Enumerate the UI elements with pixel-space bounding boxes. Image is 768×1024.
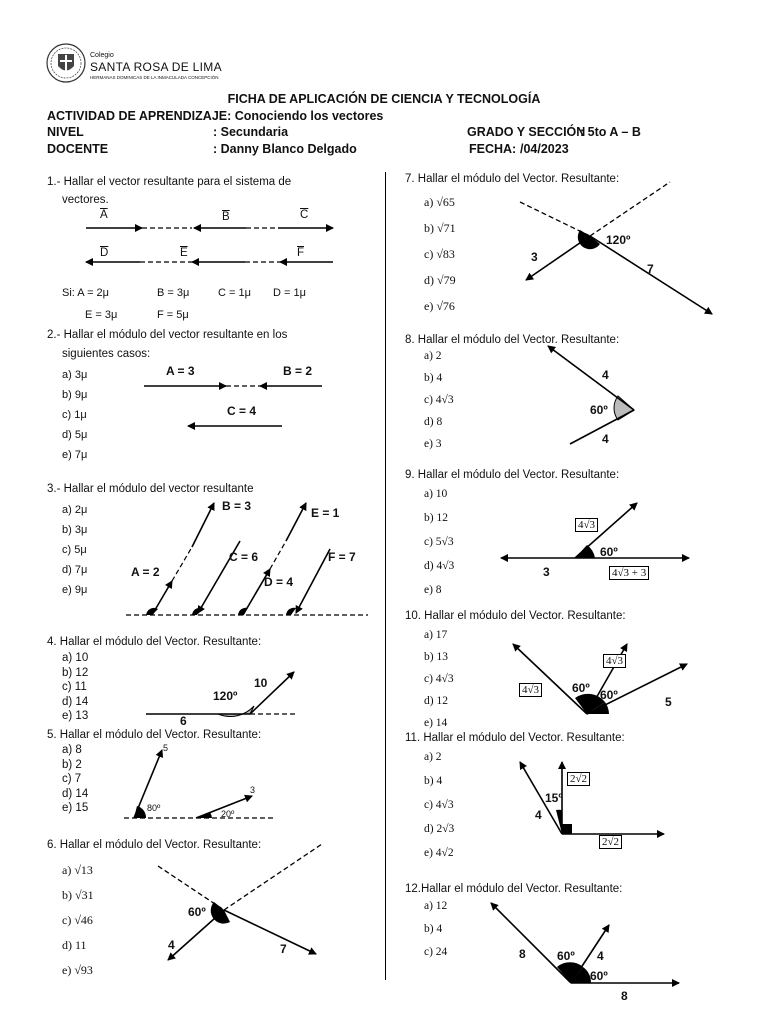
q7-option-d: d) √79: [424, 273, 456, 287]
q3-vector-e: [286, 503, 306, 541]
q8-option-c: c) 4√3: [424, 394, 454, 406]
q11-text: 11. Hallar el módulo del Vector. Resultante:: [405, 732, 625, 744]
q9-angle: 60º: [600, 545, 618, 559]
q7-option-a: a) √65: [424, 195, 455, 209]
q6-vector-7: [224, 910, 316, 954]
q6-option-e: e) √93: [62, 963, 93, 977]
q8-option-b: b) 4: [424, 372, 443, 384]
q6-v2: 7: [280, 942, 287, 956]
q4-v2: 6: [180, 714, 187, 728]
q7-diagram: [510, 178, 720, 318]
q1-text-line2: vectores.: [62, 194, 109, 206]
q7-option-b: b) √71: [424, 221, 456, 235]
q4-v1: 10: [254, 676, 268, 690]
q10-v3: 5: [665, 695, 672, 709]
q3-options: [62, 500, 87, 600]
q3-vector-f: [296, 549, 330, 613]
q10-option-a: a) 17: [424, 629, 448, 641]
q4-option-c: c) 11: [62, 681, 87, 693]
q4-options: [62, 651, 88, 724]
q5-option-b: b) 2: [62, 758, 82, 771]
q10-text: 10. Hallar el módulo del Vector. Resultante:: [405, 610, 626, 622]
q10-option-c: c) 4√3: [424, 673, 454, 685]
q9-option-c: c) 5√3: [424, 536, 454, 548]
q3-option-e: e) 9μ: [62, 584, 88, 596]
q5-text: 5. Hallar el módulo del Vector. Resultante:: [47, 729, 262, 741]
logo-school-name: SANTA ROSA DE LIMA: [90, 60, 222, 74]
q2-label-c: C = 4: [227, 404, 257, 418]
q2-options: [62, 365, 87, 465]
q1-label-e: $\overline{E}$: [180, 247, 188, 259]
q3-option-c: c) 5μ: [62, 544, 87, 556]
q10-a1: 60º: [572, 681, 590, 695]
q1-text-line1: 1.- Hallar el vector resultante para el sistema de: [47, 176, 292, 188]
q1-label-c: $\overline{C}$: [300, 209, 309, 221]
q4-option-d: d) 14: [62, 695, 89, 708]
q1-label-d: $\overline{D}$: [100, 247, 109, 259]
q1-given-f: F = 5μ: [157, 309, 189, 321]
q5-a2: 20º: [221, 809, 235, 819]
q12-a1: 60º: [557, 949, 575, 963]
q2-option-c: c) 1μ: [62, 409, 87, 421]
q12-diagram: [485, 897, 685, 989]
q3-label-e: E = 1: [311, 506, 340, 520]
q9-options: [424, 482, 454, 602]
q9-v1: 4√3: [575, 518, 598, 532]
q7-v1: 3: [531, 250, 538, 264]
q10-vector-left: [513, 644, 587, 714]
nivel-value: : Secundaria: [213, 125, 289, 139]
q10-a2: 60º: [600, 688, 618, 702]
fecha-value: /04/2023: [520, 142, 569, 156]
docente-label: DOCENTE: [47, 142, 109, 156]
q9-option-a: a) 10: [424, 488, 448, 500]
q9-v2: 3: [543, 565, 550, 579]
q11-options: [424, 745, 454, 865]
grado-label: GRADO Y SECCIÓN: [467, 125, 586, 139]
q2-label-b: B = 2: [283, 364, 313, 378]
q6-option-d: d) 11: [62, 938, 87, 952]
q11-option-d: d) 2√3: [424, 823, 455, 835]
q6-diagram: [150, 838, 330, 964]
q2-option-b: b) 9μ: [62, 389, 88, 401]
q3-label-a: A = 2: [131, 565, 160, 579]
q6-v1: 4: [168, 938, 175, 952]
q11-option-b: b) 4: [424, 775, 443, 787]
q8-option-a: a) 2: [424, 350, 442, 362]
q11-v2: 2√2: [567, 772, 590, 786]
q10-v1: 4√3: [519, 683, 542, 697]
q3-label-b: B = 3: [222, 499, 252, 513]
q11-option-a: a) 2: [424, 751, 442, 763]
q8-angle: 60º: [590, 403, 608, 417]
q1-label-b: $\overline{B}$: [222, 211, 230, 223]
q6-option-b: b) √31: [62, 888, 94, 902]
q2-text-line2: siguientes casos:: [62, 348, 151, 360]
q2-option-d: d) 5μ: [62, 429, 88, 441]
q12-option-a: a) 12: [424, 900, 448, 912]
q1-given-a: Si: A = 2μ: [62, 287, 110, 299]
q10-option-d: d) 12: [424, 695, 448, 707]
q6-options: [62, 858, 94, 983]
q7-option-c: c) √83: [424, 247, 455, 261]
q12-option-c: c) 24: [424, 946, 448, 958]
q10-v2: 4√3: [603, 654, 626, 668]
q1-given-e: E = 3μ: [85, 309, 118, 321]
q4-text: 4. Hallar el módulo del Vector. Resultante:: [47, 636, 262, 648]
q1-given-b: B = 3μ: [157, 287, 190, 299]
q11-option-c: c) 4√3: [424, 799, 454, 811]
column-divider: [385, 172, 386, 980]
q8-option-d: d) 8: [424, 416, 443, 428]
q12-options: [424, 895, 447, 964]
q5-a1: 80º: [147, 803, 161, 813]
q1-given-c: C = 1μ: [218, 287, 251, 299]
q7-angle: 120º: [606, 233, 631, 247]
q5-option-a: a) 8: [62, 744, 82, 756]
q7-v2: 7: [647, 262, 654, 276]
q1-label-a: $\overline{A}$: [100, 209, 108, 221]
q8-v1: 4: [602, 368, 609, 382]
docente-value: : Danny Blanco Delgado: [213, 142, 357, 156]
q11-v3: 2√2: [599, 835, 622, 849]
q7-text: 7. Hallar el módulo del Vector. Resultante:: [405, 173, 620, 185]
q6-angle: 60º: [188, 905, 206, 919]
q4-option-a: a) 10: [62, 652, 89, 664]
logo-tagline: HERMANAS DOMINICAS DE LA INMACULADA CONCEPCIÓN: [90, 75, 219, 80]
q1-label-f: $\overline{F}$: [297, 247, 305, 259]
q6-text: 6. Hallar el módulo del Vector. Resultante:: [47, 839, 262, 851]
q7-option-e: e) √76: [424, 299, 455, 313]
q8-options: [424, 345, 454, 455]
q5-option-e: e) 15: [62, 802, 89, 814]
q12-v3: 8: [621, 989, 628, 1003]
q5-v2: 3: [250, 785, 256, 795]
nivel-label: NIVEL: [47, 125, 84, 139]
q4-angle: 120º: [213, 689, 238, 703]
q4-option-e: e) 13: [62, 710, 89, 722]
q1-diagram: [80, 206, 350, 276]
q2-option-e: e) 7μ: [62, 449, 88, 461]
q1-given-d: D = 1μ: [273, 287, 306, 299]
q5-option-c: c) 7: [62, 773, 82, 785]
q12-vector-8-left: [491, 903, 571, 983]
grado-value: : 5to A – B: [580, 125, 641, 139]
q11-v1: 4: [535, 808, 542, 822]
q12-text: 12.Hallar el módulo del Vector. Resultante:: [405, 883, 623, 895]
q2-option-a: a) 3μ: [62, 369, 88, 381]
q2-label-a: A = 3: [166, 364, 195, 378]
q9-option-d: d) 4√3: [424, 560, 455, 572]
q5-option-d: d) 14: [62, 787, 89, 800]
q8-v2: 4: [602, 432, 609, 446]
q9-v3: 4√3 + 3: [609, 566, 649, 580]
q3-option-b: b) 3μ: [62, 524, 88, 536]
q9-option-b: b) 12: [424, 512, 448, 524]
school-logo: [44, 42, 88, 84]
q8-diagram: [540, 340, 650, 450]
q5-options: [62, 743, 88, 816]
q11-diagram: [510, 752, 670, 842]
q12-a2: 60º: [590, 969, 608, 983]
q12-v1: 8: [519, 947, 526, 961]
q3-vector-a: [152, 581, 172, 615]
q8-vector-up: [548, 346, 634, 410]
q4-option-b: b) 12: [62, 666, 89, 679]
q12-option-b: b) 4: [424, 923, 443, 935]
q2-text-line1: 2.- Hallar el módulo del vector resultante en los: [47, 329, 288, 341]
q11-option-e: e) 4√2: [424, 847, 454, 859]
logo-small-text: Colegio: [90, 52, 114, 59]
q10-option-e: e) 14: [424, 717, 448, 729]
q6-option-c: c) √46: [62, 913, 93, 927]
q3-vector-b: [192, 503, 214, 547]
q6-option-a: a) √13: [62, 863, 93, 877]
q5-v1: 5: [163, 743, 169, 753]
q11-angle: 15º: [545, 791, 563, 805]
fecha-label: FECHA:: [469, 142, 517, 156]
q3-label-f: F = 7: [328, 550, 356, 564]
q10-options: [424, 624, 454, 734]
q8-text: 8. Hallar el módulo del Vector. Resultante:: [405, 334, 620, 346]
q9-option-e: e) 8: [424, 584, 442, 596]
q12-v2: 4: [597, 949, 604, 963]
q5-diagram: [120, 742, 280, 824]
q10-diagram: [505, 636, 695, 726]
q7-options: [424, 189, 456, 319]
q3-label-c: C = 6: [229, 550, 259, 564]
shield-icon: [44, 42, 88, 84]
q3-label-d: D = 4: [264, 575, 294, 589]
q3-option-d: d) 7μ: [62, 564, 88, 576]
page-title: FICHA DE APLICACIÓN DE CIENCIA Y TECNOLOGÍA: [227, 92, 541, 106]
q3-option-a: a) 2μ: [62, 504, 88, 516]
q9-text: 9. Hallar el módulo del Vector. Resultante:: [405, 469, 620, 481]
activity-label: ACTIVIDAD DE APRENDIZAJE: Conociendo los vectores: [47, 109, 384, 123]
q10-option-b: b) 13: [424, 651, 448, 663]
q3-text: 3.- Hallar el módulo del vector resultante: [47, 483, 254, 495]
q8-option-e: e) 3: [424, 438, 442, 450]
